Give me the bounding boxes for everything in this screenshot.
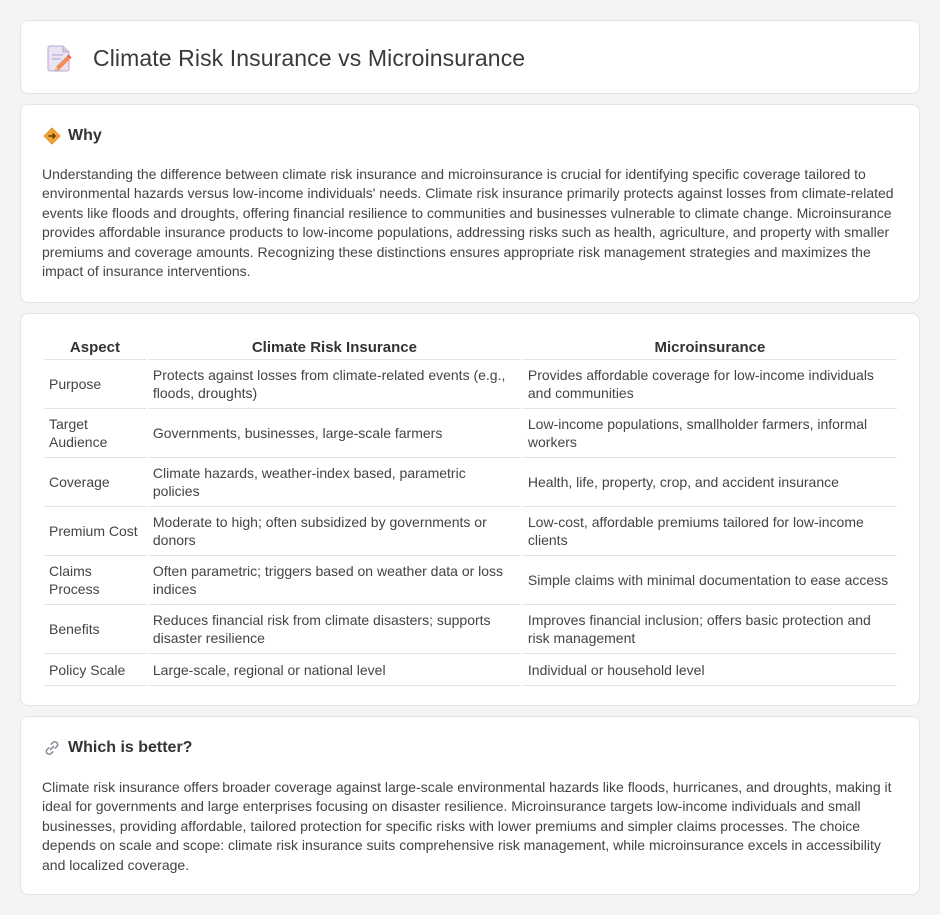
climate-cell: Climate hazards, weather-index based, parametric policies [148, 458, 521, 507]
micro-cell: Low-income populations, smallholder farmers, informal workers [523, 409, 897, 458]
page-title: Climate Risk Insurance vs Microinsurance [93, 44, 526, 71]
micro-cell: Provides affordable coverage for low-income individuals and communities [523, 360, 897, 409]
micro-cell: Low-cost, affordable premiums tailored for low-income clients [523, 507, 897, 556]
aspect-cell: Policy Scale [44, 654, 146, 686]
header-microinsurance: Microinsurance [523, 335, 897, 360]
micro-cell: Health, life, property, crop, and accident insurance [523, 458, 897, 507]
aspect-cell: Claims Process [44, 556, 146, 605]
climate-cell: Often parametric; triggers based on weather data or loss indices [148, 556, 521, 605]
climate-cell: Protects against losses from climate-related events (e.g., floods, droughts) [148, 360, 521, 409]
micro-cell: Improves financial inclusion; offers basic protection and risk management [523, 605, 897, 654]
aspect-cell: Purpose [44, 360, 146, 409]
diamond-sign-icon [43, 127, 61, 145]
table-row [44, 654, 897, 686]
climate-cell: Moderate to high; often subsidized by governments or donors [148, 507, 521, 556]
table-row [44, 360, 897, 409]
micro-cell: Individual or household level [523, 654, 897, 686]
climate-cell: Reduces financial risk from climate disasters; supports disaster resilience [148, 605, 521, 654]
climate-cell: Large-scale, regional or national level [148, 654, 521, 686]
comparison-table [42, 335, 899, 686]
document-pencil-icon [47, 43, 73, 73]
table-row [44, 458, 897, 507]
header-climate-risk-insurance: Climate Risk Insurance [148, 335, 521, 360]
aspect-cell: Target Audience [44, 409, 146, 458]
aspect-cell: Benefits [44, 605, 146, 654]
comparison-card [20, 313, 920, 706]
micro-cell: Simple claims with minimal documentation to ease access [523, 556, 897, 605]
table-header-row [44, 335, 897, 360]
better-text: Climate risk insurance offers broader coverage against large-scale environmental hazards like floods, hurricanes, and droughts, making it ideal for governments and large enterprises focusing on disaster resilience. Microinsurance targets low-income individuals and small businesses, providing affordable, tailored protection for specific risks with lower premiums and simpler claims processes. The choice depends on scale and scope: climate risk insurance suits comprehensive risk management, while microinsurance excels in accessibility and localized coverage. [42, 779, 892, 873]
table-row [44, 507, 897, 556]
table-row [44, 605, 897, 654]
table-row [44, 409, 897, 458]
climate-cell: Governments, businesses, large-scale farmers [148, 409, 521, 458]
which-is-better-card [20, 716, 920, 895]
why-card [20, 104, 920, 303]
title-row [47, 43, 525, 73]
aspect-cell: Premium Cost [44, 507, 146, 556]
why-heading-row [43, 127, 102, 145]
link-icon [43, 739, 61, 757]
title-card [20, 20, 920, 94]
why-text: Understanding the difference between climate risk insurance and microinsurance is crucial for identifying specific coverage tailored to environmental hazards versus low-income individuals' needs. Climate risk insurance primarily protects against losses from climate-related events like floods and droughts, offering financial resilience to communities and businesses vulnerable to climate change. Microinsurance provides affordable insurance products to low-income populations, addressing risks such as health, agriculture, and property with smaller premiums and coverage amounts. Recognizing these distinctions ensures appropriate risk management strategies and maximizes the impact of insurance interventions. [42, 166, 894, 280]
better-heading: Which is better? [68, 739, 193, 756]
aspect-cell: Coverage [44, 458, 146, 507]
table-row [44, 556, 897, 605]
why-heading: Why [68, 127, 102, 144]
header-aspect: Aspect [44, 335, 146, 360]
better-heading-row [43, 739, 192, 757]
